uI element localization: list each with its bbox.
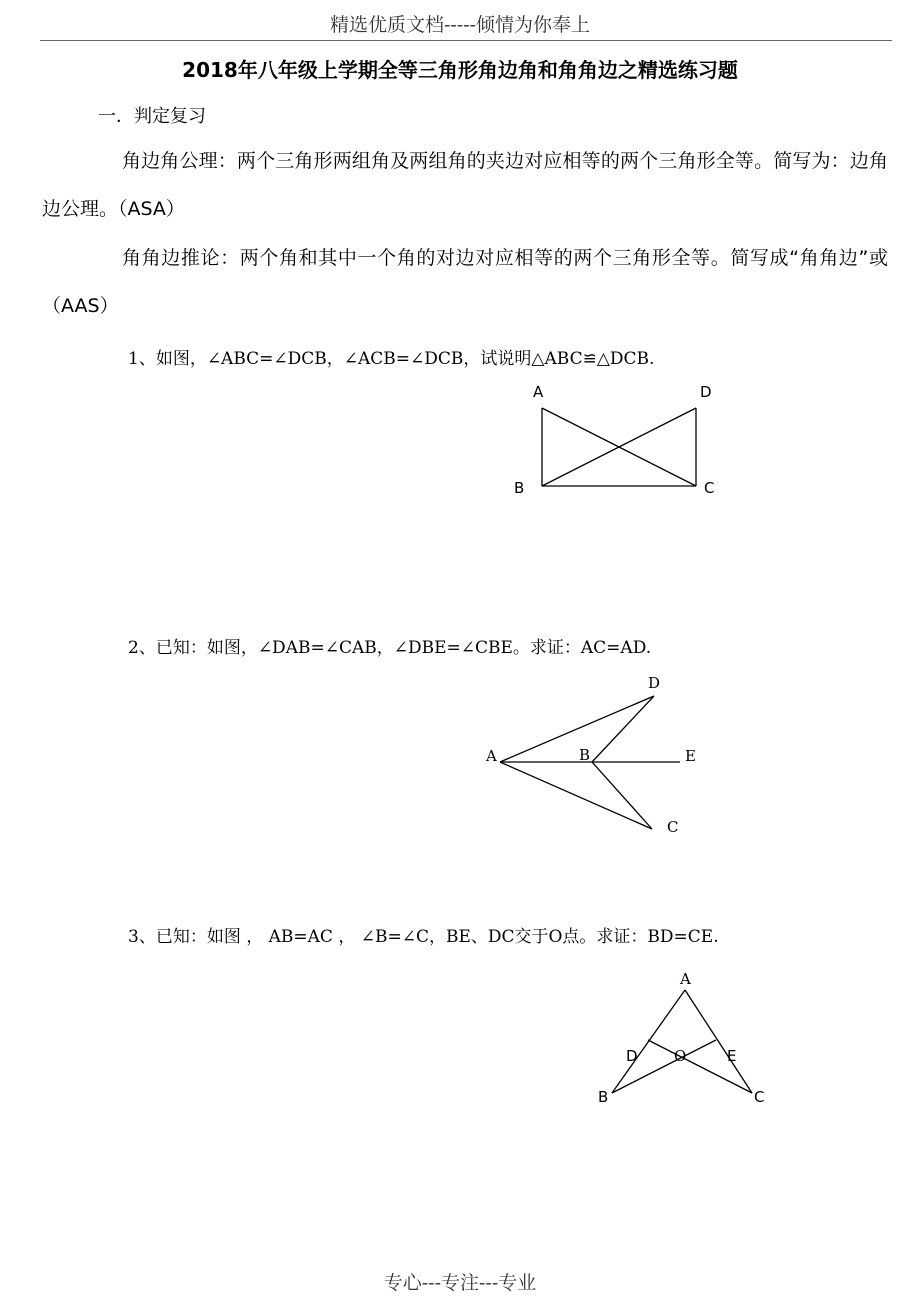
label-c: C xyxy=(667,818,679,836)
asa-paragraph: 角边角公理：两个三角形两组角及两组角的夹边对应相等的两个三角形全等。简写为：边角边公理。（ASA） xyxy=(42,150,888,220)
label-o: O xyxy=(674,1047,687,1065)
problem-1-text: 1、如图，∠ABC=∠DCB，∠ACB=∠DCB，试说明△ABC≌△DCB. xyxy=(128,349,655,369)
segment-ac xyxy=(500,762,652,829)
section-heading: 一．判定复习 xyxy=(98,106,206,127)
problem-3-text: 3、已知：如图 ， AB=AC ， ∠B=∠C，BE、DC交于O点。求证：BD=CE. xyxy=(128,927,719,947)
page-title: 2018年八年级上学期全等三角形角边角和角角边之精选练习题 xyxy=(182,58,738,82)
label-e: E xyxy=(685,747,696,765)
label-c: C xyxy=(754,1088,765,1106)
label-a: A xyxy=(486,747,497,765)
segment-ac xyxy=(685,990,752,1093)
label-c: C xyxy=(704,479,715,497)
label-d: D xyxy=(626,1047,638,1065)
segment-bd xyxy=(592,696,654,762)
label-d: D xyxy=(700,383,712,401)
segment-ad xyxy=(500,696,654,762)
page-footer: 专心---专注---专业 xyxy=(383,1272,537,1294)
label-d: D xyxy=(648,674,661,692)
problem-3-figure xyxy=(590,964,780,1109)
label-b: B xyxy=(579,746,591,764)
label-b: B xyxy=(598,1088,609,1106)
label-a: A xyxy=(533,383,544,401)
label-a: A xyxy=(680,970,691,988)
label-b: B xyxy=(514,479,525,497)
header-divider xyxy=(40,40,892,41)
segment-ab xyxy=(612,990,685,1093)
problem-1-figure xyxy=(500,378,740,503)
aas-paragraph: 角角边推论：两个角和其中一个角的对边对应相等的两个三角形全等。简写成“角角边”或（AAS） xyxy=(42,247,888,317)
segment-bc xyxy=(592,762,652,829)
page-header: 精选优质文档-----倾情为你奉上 xyxy=(329,14,591,36)
problem-2-figure xyxy=(480,670,710,845)
label-e: E xyxy=(727,1047,737,1065)
problem-2-text: 2、已知：如图，∠DAB=∠CAB，∠DBE=∠CBE。求证：AC=AD. xyxy=(128,638,652,658)
